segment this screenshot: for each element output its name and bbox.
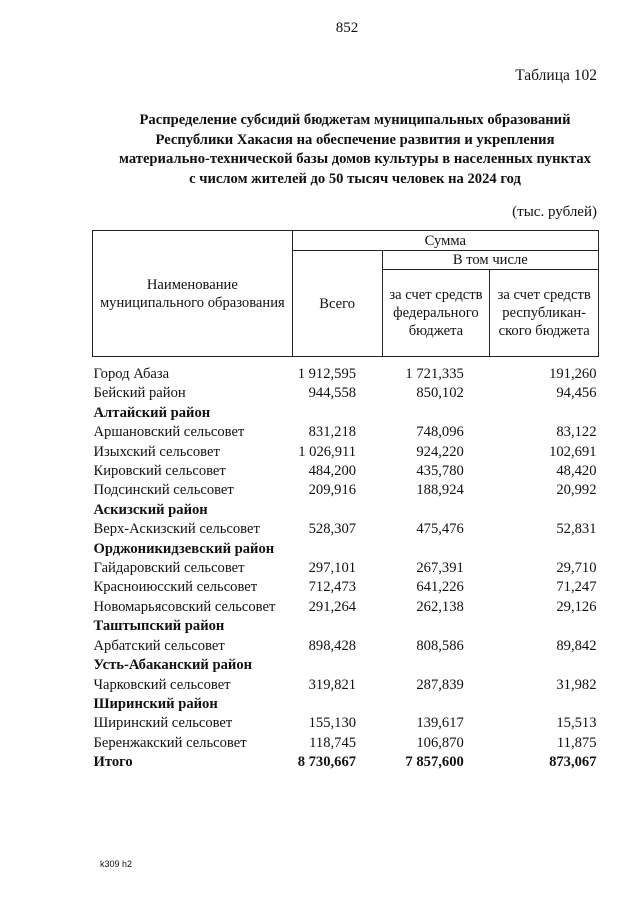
cell-name: Бейский район — [93, 385, 186, 402]
cell-federal — [382, 656, 490, 675]
cell-name: Кировский сельсовет — [93, 463, 226, 480]
cell-name: Аскизский район — [93, 501, 208, 518]
table-row — [93, 443, 599, 462]
cell-federal: 475,476 — [416, 521, 464, 538]
table-row — [93, 637, 599, 656]
cell-republic — [490, 404, 599, 423]
cell-total — [292, 656, 382, 675]
cell-republic: 52,831 — [556, 521, 597, 538]
cell-total — [292, 540, 382, 559]
footer-code: k309 h2 — [100, 859, 133, 869]
cell-total: 1 026,911 — [298, 443, 357, 460]
cell-total: 8 730,667 — [297, 754, 357, 771]
cell-name: Город Абаза — [93, 366, 170, 382]
total-row — [93, 753, 599, 772]
cell-total: 528,307 — [308, 521, 357, 538]
cell-republic — [490, 656, 599, 675]
cell-name: Красноиюсский сельсовет — [93, 579, 258, 596]
cell-federal: 7 857,600 — [405, 754, 464, 771]
cell-republic — [490, 540, 599, 559]
group-row — [93, 501, 599, 520]
cell-name: Чарковский сельсовет — [93, 676, 231, 693]
table-title — [90, 111, 620, 189]
cell-federal: 850,102 — [416, 385, 464, 402]
cell-name: Ширинский сельсовет — [93, 715, 233, 732]
cell-total — [292, 404, 382, 423]
cell-federal: 748,096 — [416, 424, 464, 441]
cell-republic — [490, 617, 599, 636]
table-row — [93, 676, 599, 695]
table-row — [93, 598, 599, 617]
cell-republic: 11,875 — [556, 734, 597, 751]
cell-total: 291,264 — [308, 598, 357, 615]
table-row — [93, 714, 599, 733]
table-row — [93, 559, 599, 578]
table-body — [93, 357, 599, 773]
cell-name: Таштыпский район — [93, 618, 225, 635]
cell-republic: 89,842 — [556, 637, 597, 654]
cell-federal: 435,780 — [416, 463, 464, 480]
cell-federal: 139,617 — [416, 715, 464, 732]
table-row — [93, 384, 599, 403]
cell-federal: 924,220 — [416, 443, 464, 460]
header-sum: Сумма — [292, 231, 598, 251]
cell-republic — [490, 695, 599, 714]
cell-federal: 188,924 — [416, 482, 464, 499]
header-republic: за счет средств республикан-ского бюджета — [490, 270, 599, 357]
cell-total: 898,428 — [308, 637, 357, 654]
group-row — [93, 540, 599, 559]
cell-name: Изыхский сельсовет — [93, 443, 220, 460]
header-federal: за счет средств федерального бюджета — [382, 270, 490, 357]
group-row — [93, 695, 599, 714]
table-row — [93, 734, 599, 753]
group-row — [93, 656, 599, 675]
cell-federal — [382, 617, 490, 636]
cell-federal: 808,586 — [416, 637, 464, 654]
cell-name: Аршановский сельсовет — [93, 424, 245, 441]
cell-name: Верх-Аскизский сельсовет — [93, 521, 260, 538]
cell-name: Новомарьясовский сельсовет — [93, 598, 276, 615]
cell-federal: 287,839 — [416, 676, 464, 693]
title-line: материально-технической базы домов культуры в населенных пунктах — [119, 151, 591, 167]
cell-republic: 31,982 — [556, 676, 597, 693]
cell-republic: 48,420 — [556, 463, 597, 480]
cell-total: 319,821 — [308, 676, 357, 693]
cell-republic: 29,710 — [556, 560, 597, 577]
cell-total: 712,473 — [308, 579, 357, 596]
group-row — [93, 404, 599, 423]
cell-name: Орджоникидзевский район — [93, 540, 275, 557]
cell-federal — [382, 501, 490, 520]
title-line: Республики Хакасия на обеспечение развития и укрепления — [155, 131, 555, 148]
cell-name: Усть-Абаканский район — [93, 657, 253, 674]
cell-total: 831,218 — [308, 424, 357, 441]
cell-total: 155,130 — [308, 715, 357, 732]
cell-total — [292, 695, 382, 714]
cell-republic: 20,992 — [556, 482, 597, 499]
table-row — [93, 578, 599, 597]
units-label: (тыс. рублей) — [512, 204, 597, 220]
cell-republic: 29,126 — [556, 598, 597, 615]
cell-total: 484,200 — [308, 463, 357, 480]
cell-federal: 106,870 — [416, 734, 464, 751]
cell-federal: 641,226 — [416, 579, 464, 596]
cell-total: 944,558 — [308, 385, 357, 402]
cell-name: Ширинский район — [93, 695, 218, 712]
cell-federal: 262,138 — [416, 598, 464, 615]
cell-federal: 1 721,335 — [405, 366, 464, 382]
cell-total: 297,101 — [308, 560, 357, 577]
header-total: Всего — [292, 251, 382, 357]
table-row — [93, 520, 599, 539]
cell-republic: 71,247 — [556, 579, 597, 596]
table-row — [93, 365, 599, 384]
table-row — [93, 462, 599, 481]
group-row — [93, 617, 599, 636]
cell-total: 118,745 — [309, 734, 357, 751]
cell-total: 209,916 — [308, 482, 357, 499]
cell-republic: 873,067 — [549, 754, 597, 771]
cell-federal: 267,391 — [416, 560, 464, 577]
header-name: Наименование муниципального образования — [93, 231, 293, 357]
cell-republic: 102,691 — [549, 443, 597, 460]
subsidy-table — [92, 230, 599, 773]
cell-republic: 191,260 — [549, 366, 597, 382]
cell-republic: 83,122 — [556, 424, 597, 441]
cell-name: Итого — [93, 754, 133, 771]
cell-name: Беренжакский сельсовет — [93, 734, 247, 751]
cell-total: 1 912,595 — [297, 366, 357, 382]
cell-federal — [382, 404, 490, 423]
table-row — [93, 423, 599, 442]
title-line: с числом жителей до 50 тысяч человек на 2024 год — [189, 170, 521, 187]
header-including: В том числе — [382, 251, 598, 270]
cell-name: Алтайский район — [93, 404, 211, 421]
cell-total — [292, 617, 382, 636]
cell-total — [292, 501, 382, 520]
page-number: 852 — [335, 20, 359, 36]
cell-republic — [490, 501, 599, 520]
title-line: Распределение субсидий бюджетам муниципальных образований — [139, 112, 571, 128]
cell-name: Подсинский сельсовет — [93, 482, 234, 499]
cell-republic: 94,456 — [556, 385, 597, 402]
table-number: Таблица 102 — [515, 67, 597, 84]
cell-name: Гайдаровский сельсовет — [93, 560, 245, 577]
cell-name: Арбатский сельсовет — [93, 637, 225, 654]
cell-federal — [382, 540, 490, 559]
table-row — [93, 481, 599, 500]
cell-federal — [382, 695, 490, 714]
cell-republic: 15,513 — [556, 715, 597, 732]
